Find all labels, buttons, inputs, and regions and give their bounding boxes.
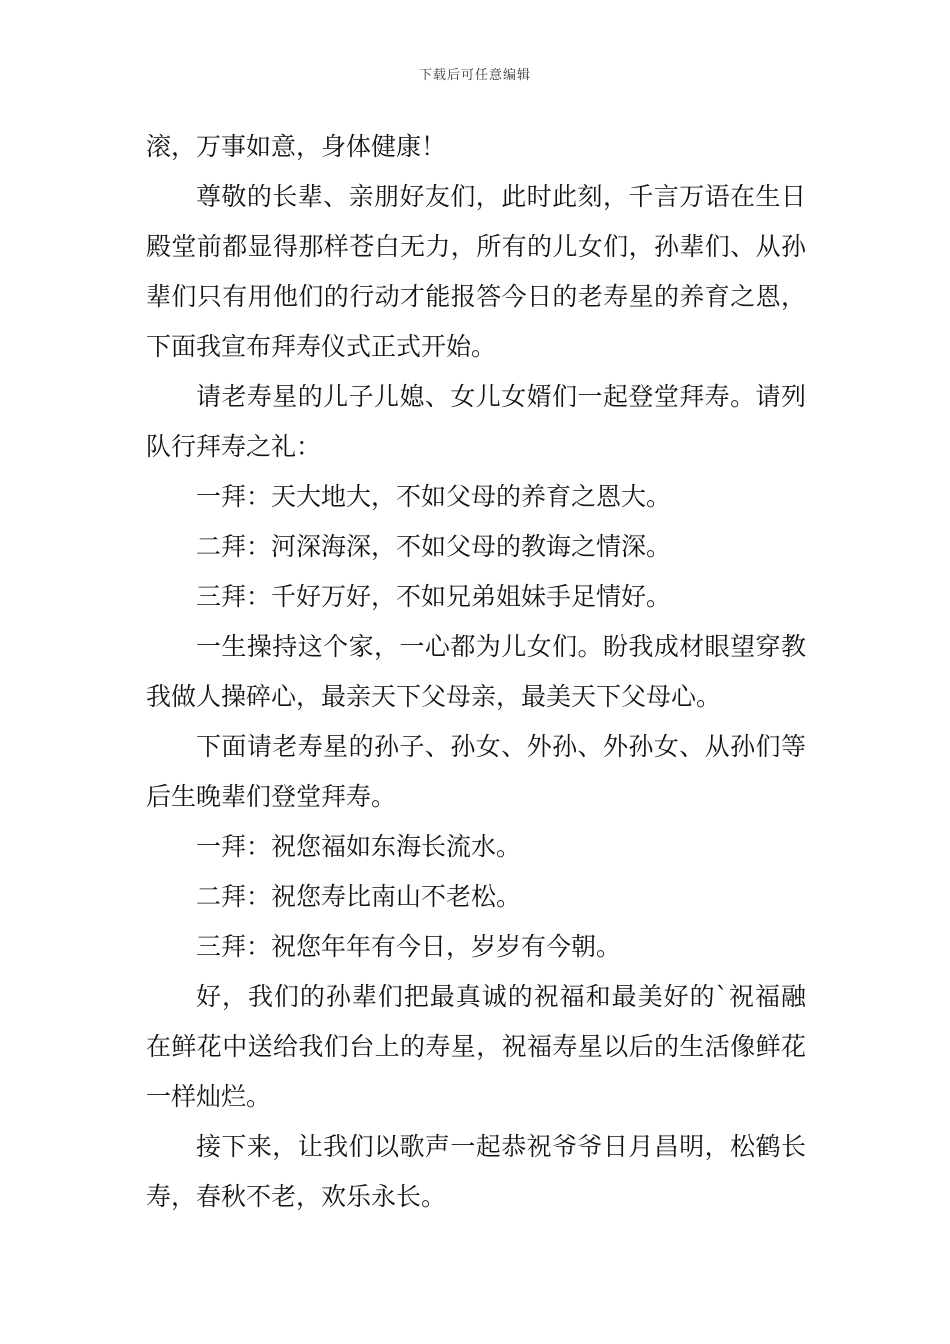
paragraph-parents-tribute: 一生操持这个家，一心都为儿女们。盼我成材眼望穿教我做人操碎心，最亲天下父母亲，最美天下父母心。: [146, 632, 806, 711]
page-header: 下载后可任意编辑: [418, 68, 531, 83]
paragraph-children-bow-1: 一拜：天大地大，不如父母的养育之恩大。: [196, 482, 672, 511]
paragraph-children-invitation: 请老寿星的儿子儿媳、女儿女婿们一起登堂拜寿。请列队行拜寿之礼：: [146, 382, 806, 461]
paragraph-grandchildren-invitation: 下面请老寿星的孙子、孙女、外孙、外孙女、从孙们等后生晚辈们登堂拜寿。: [146, 732, 806, 811]
paragraph-children-bow-2: 二拜：河深海深，不如父母的教诲之情深。: [196, 532, 672, 561]
paragraph-flowers: 好，我们的孙辈们把最真诚的祝福和最美好的`祝福融在鲜花中送给我们台上的寿星，祝福寿星以后的生活像鲜花一样灿烂。: [146, 982, 806, 1111]
paragraph-continuation: 滚，万事如意，身体健康！: [146, 132, 447, 161]
paragraph-grandchildren-bow-3: 三拜：祝您年年有今日，岁岁有今朝。: [196, 932, 622, 961]
paragraph-children-bow-3: 三拜：千好万好，不如兄弟姐妹手足情好。: [196, 582, 672, 611]
paragraph-opening-address: 尊敬的长辈、亲朋好友们，此时此刻，千言万语在生日殿堂前都显得那样苍白无力，所有的儿女们，孙辈们、从孙辈们只有用他们的行动才能报答今日的老寿星的养育之恩，下面我宣布拜寿仪式正式开始。: [146, 182, 806, 361]
paragraph-grandchildren-bow-1: 一拜：祝您福如东海长流水。: [196, 832, 522, 861]
paragraph-grandchildren-bow-2: 二拜：祝您寿比南山不老松。: [196, 882, 522, 911]
document-body: [146, 122, 806, 1222]
paragraph-song: 接下来，让我们以歌声一起恭祝爷爷日月昌明，松鹤长寿，春秋不老，欢乐永长。: [146, 1132, 806, 1211]
